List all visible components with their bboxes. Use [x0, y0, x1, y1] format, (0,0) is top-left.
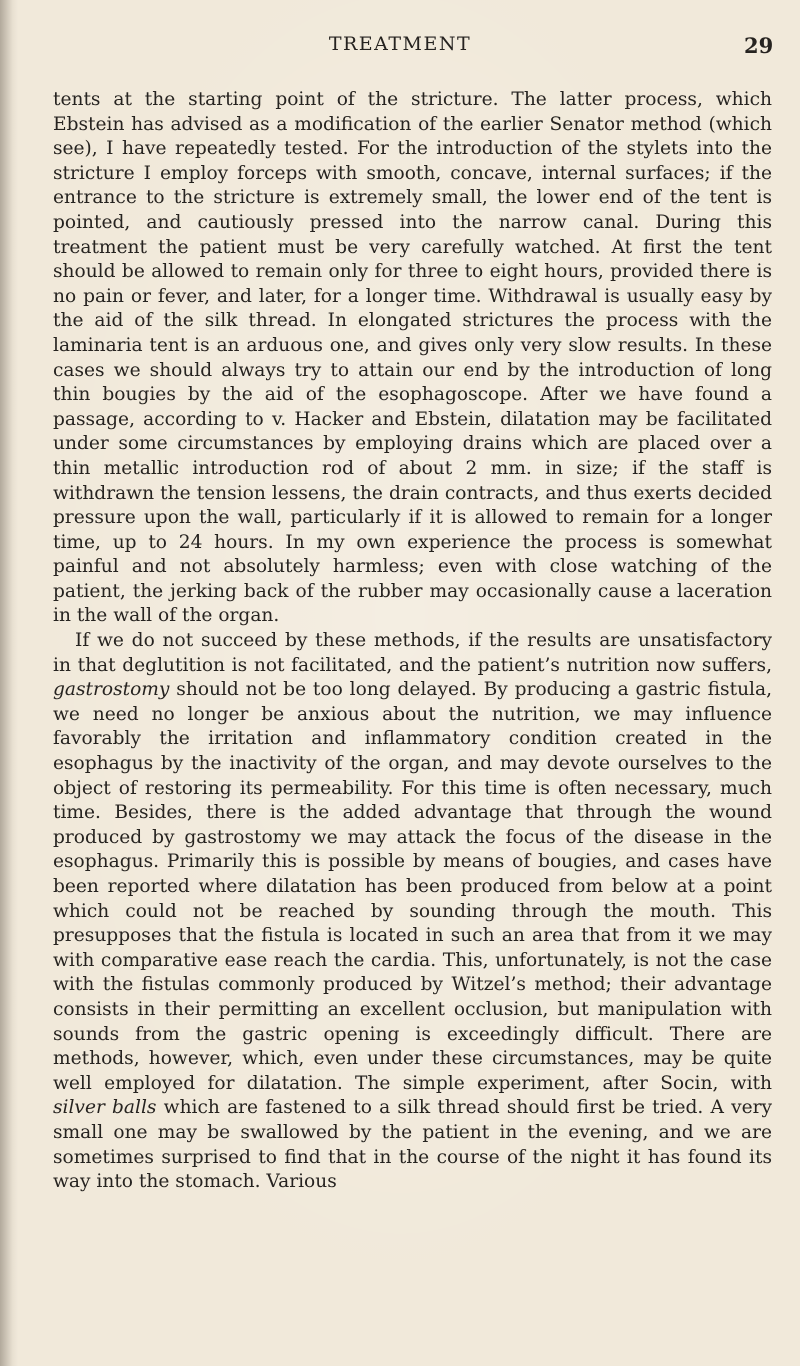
emphasis-gastrostomy: gastrostomy: [53, 679, 170, 701]
page-number: 29: [744, 33, 774, 58]
paragraph-2: [53, 629, 772, 1195]
paragraph-1: tents at the starting point of the stricture. The latter process, which Ebstein has advised as a modification of the earlier Senator method (which see), I have repeatedly tested. For the introduction of the stylets into the stricture I employ forceps with smooth, concave, internal surfaces; if the entrance to the stricture is extremely small, the lower end of the tent is pointed, and cautiously pressed into the narrow canal. During this treatment the patient must be very carefully watched. At first the tent should be allowed to remain only for three to eight hours, provided there is no pain or fever, and later, for a longer time. Withdrawal is usually easy by the aid of the silk thread. In elongated strictures the process with the laminaria tent is an arduous one, and gives only very slow results. In these cases we should always try to attain our end by the introduction of long thin bougies by the aid of the esophagoscope. After we have found a passage, according to v. Hacker and Ebstein, dilatation may be facilitated under some circumstances by employing drains which are placed over a thin metallic introduction rod of about 2 mm. in size; if the staff is withdrawn the tension lessens, the drain contracts, and thus exerts decided pressure upon the wall, particularly if it is allowed to remain for a longer time, up to 24 hours. In my own experience the process is somewhat painful and not absolutely harmless; even with close watching of the patient, the jerking back of the rubber may occasionally cause a laceration in the wall of the organ.: [53, 89, 772, 627]
running-title: TREATMENT: [328, 33, 472, 55]
body-text: [53, 88, 772, 1195]
paragraph-2-part-a: If we do not succeed by these methods, if the results are unsatisfactory in that deglutition is not facilitated, and the patient’s nutrition now suffers,: [53, 630, 772, 676]
paragraph-2-part-c: which are fastened to a silk thread should first be tried. A very small one may be swallowed by the patient in the evening, and we are sometimes surprised to find that in the course of the night it has found its way into the stomach. Various: [53, 1097, 772, 1193]
paragraph-2-part-b: should not be too long delayed. By producing a gastric fistula, we need no longer be anxious about the nutrition, we may influence favorably the irritation and inflammatory condition created in the esophagus by the inactivity of the organ, and may devote ourselves to the object of restoring its permeability. For this time is often necessary, much time. Besides, there is the added advantage that through the wound produced by gastrostomy we may attack the focus of the disease in the esophagus. Primarily this is possible by means of bougies, and cases have been reported where dilatation has been produced from below at a point which could not be reached by sounding through the mouth. This presupposes that the fistula is located in such an area that from it we may with comparative ease reach the cardia. This, unfortunately, is not the case with the fistulas commonly produced by Witzel’s method; their advantage consists in their permitting an excellent occlusion, but manipulation with sounds from the gastric opening is exceedingly difficult. There are methods, however, which, even under these circumstances, may be quite well employed for dilatation. The simple experiment, after Socin, with: [53, 679, 772, 1094]
spine-shadow: [0, 0, 18, 1366]
emphasis-silver-balls: silver balls: [53, 1097, 157, 1119]
running-head: [0, 33, 800, 63]
